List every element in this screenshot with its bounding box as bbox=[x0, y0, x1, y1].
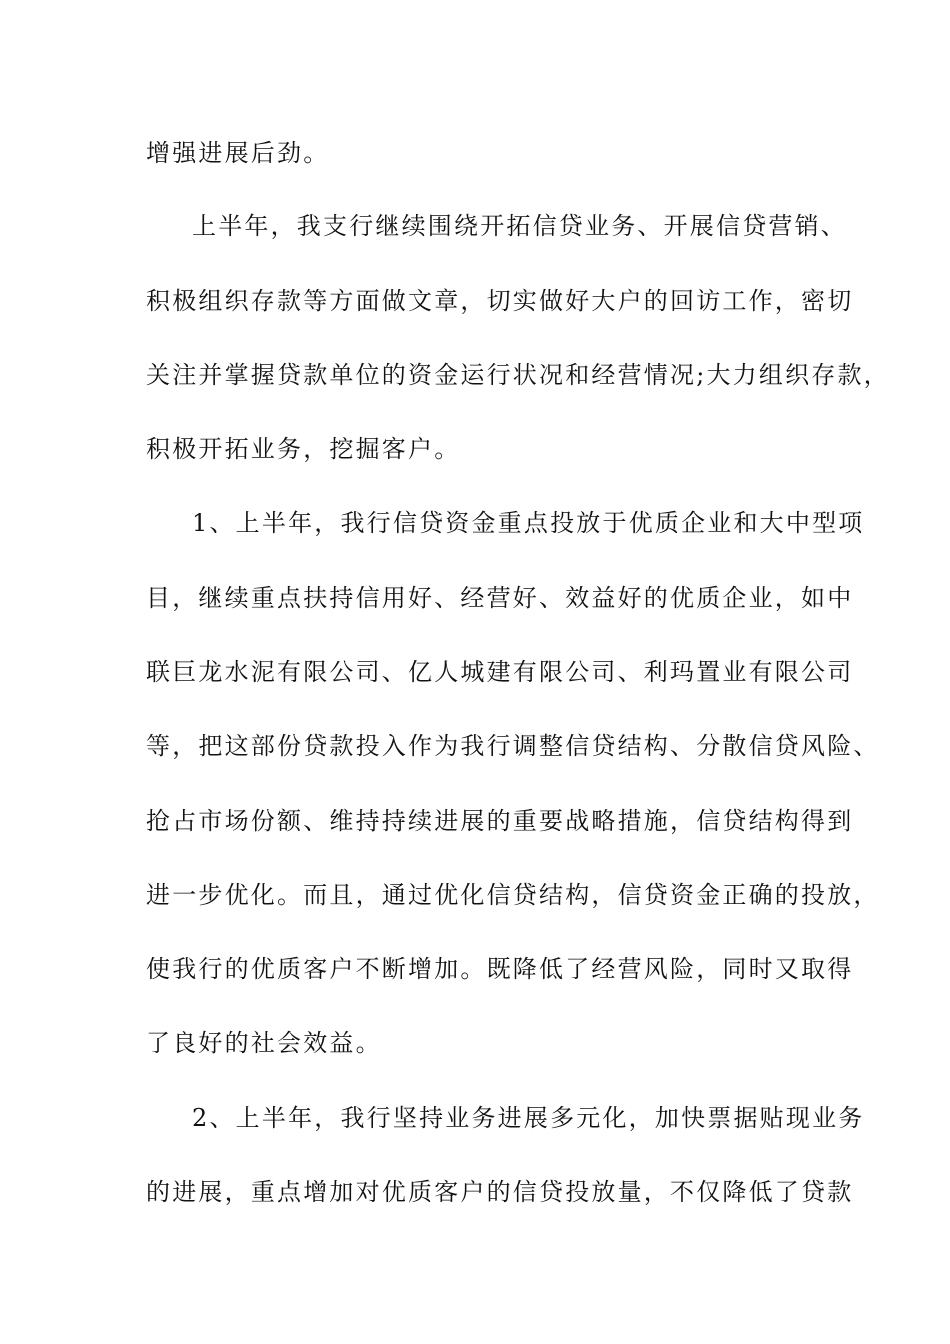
text-line: 了良好的社会效益。 bbox=[146, 1029, 382, 1057]
text-line: 联巨龙水泥有限公司、亿人城建有限公司、利玛置业有限公司 bbox=[146, 658, 854, 686]
text-line: 积极组织存款等方面做文章，切实做好大户的回访工作，密切 bbox=[146, 287, 854, 315]
text-line: 目，继续重点扶持信用好、经营好、效益好的优质企业，如中 bbox=[146, 584, 854, 612]
text-line: 积极开拓业务，挖掘客户。 bbox=[146, 435, 461, 463]
text-line: 2、上半年，我行坚持业务进展多元化，加快票据贴现业务 bbox=[192, 1104, 865, 1132]
text-line: 进一步优化。而且，通过优化信贷结构，信贷资金正确的投放， bbox=[146, 881, 880, 909]
text-line: 等，把这部份贷款投入作为我行调整信贷结构、分散信贷风险、 bbox=[146, 732, 880, 760]
text-line: 的进展，重点增加对优质客户的信贷投放量，不仅降低了贷款 bbox=[146, 1178, 854, 1206]
text-line: 关注并掌握贷款单位的资金运行状况和经营情况;大力组织存款， bbox=[146, 361, 890, 389]
text-line: 使我行的优质客户不断增加。既降低了经营风险，同时又取得 bbox=[146, 955, 854, 983]
text-line: 抢占市场份额、维持持续进展的重要战略措施，信贷结构得到 bbox=[146, 807, 854, 835]
text-line: 1、上半年，我行信贷资金重点投放于优质企业和大中型项 bbox=[192, 509, 865, 537]
text-line: 上半年，我支行继续围绕开拓信贷业务、开展信贷营销、 bbox=[192, 212, 847, 240]
text-line: 增强进展后劲。 bbox=[146, 139, 330, 167]
